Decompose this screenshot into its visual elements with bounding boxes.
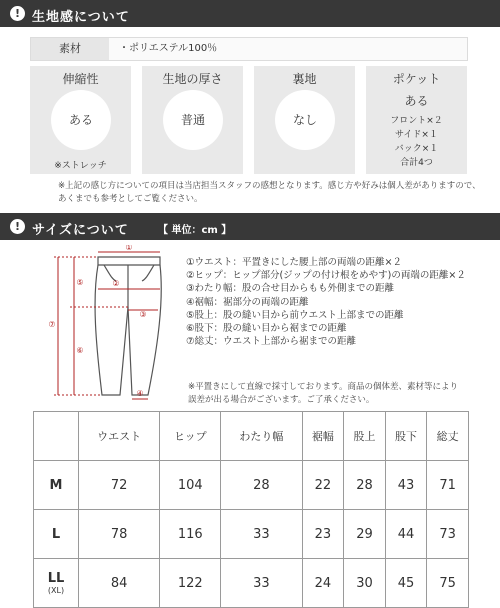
table-cell: 71 (427, 461, 469, 510)
table-cell: 30 (344, 559, 386, 608)
table-cell: 75 (427, 559, 469, 608)
measure-lines (54, 252, 160, 399)
legend-item: ②ヒップ：ヒップ部分(ジップの付け根をめやす)の両端の距離×２ (186, 270, 466, 282)
size-label (34, 461, 79, 510)
table-cell: 29 (344, 510, 386, 559)
stretch-card (30, 66, 131, 174)
table-cell: 22 (302, 461, 344, 510)
table-cell: 73 (427, 510, 469, 559)
label-inseam: ⑥ (76, 346, 84, 355)
table-cell: 44 (385, 510, 427, 559)
material-row (30, 37, 468, 61)
pocket-value: ある (404, 94, 429, 108)
fabric-note (58, 180, 481, 206)
size-sub: (XL) (47, 586, 65, 595)
size-label (34, 510, 79, 559)
table-cell: 104 (160, 461, 221, 510)
note-line: ※平置きにして直線で採寸しております。商品の個体差、素材等により (188, 382, 458, 392)
value-circle (51, 90, 111, 150)
legend-item: ①ウエスト：平置きにした腰上部の両端の距離×２ (186, 257, 402, 268)
table-cell: 78 (79, 510, 160, 559)
card-value: 普通 (180, 113, 205, 127)
table-cell: 24 (302, 559, 344, 608)
table-cell: 72 (79, 461, 160, 510)
label-rise: ⑤ (76, 278, 84, 287)
legend-item: ⑤股上：股の縫い目から前ウエスト上部までの距離 (186, 309, 404, 321)
size-name: LL (47, 571, 65, 586)
size-name: M (49, 477, 63, 493)
table-cell: 84 (79, 559, 160, 608)
table-cell: 23 (302, 510, 344, 559)
label-hem: ④ (136, 389, 144, 398)
table-cell: 116 (160, 510, 221, 559)
note-line: 誤差が出る場合がございます。ご了承ください。 (188, 395, 375, 405)
label-waist: ① (125, 245, 133, 252)
table-cell: 33 (221, 559, 302, 608)
header-cell: 股上 (344, 412, 386, 461)
value-circle (163, 90, 223, 150)
legend-item: ④裾幅：裾部分の両端の距離 (186, 296, 309, 308)
table-cell: 122 (160, 559, 221, 608)
header-cell: 裾幅 (302, 412, 344, 461)
size-table (33, 411, 469, 608)
table-row (34, 510, 469, 559)
pocket-line: フロント×２ (390, 116, 443, 126)
card-title: ポケット (392, 72, 441, 86)
pocket-line: サイド×１ (395, 130, 438, 140)
legend-item: ⑥股下：股の縫い目から裾までの距離 (186, 323, 347, 335)
table-header-row (34, 412, 469, 461)
table-cell: 28 (344, 461, 386, 510)
table-row (34, 461, 469, 510)
section-header-size (0, 213, 500, 240)
pocket-line: バック×１ (394, 144, 439, 154)
card-title: 裏地 (292, 72, 317, 86)
pants-diagram (40, 245, 180, 405)
material-value: ・ポリエステル100％ (119, 43, 218, 54)
header-cell: ウエスト (79, 412, 160, 461)
card-value: ある (68, 113, 93, 127)
material-label: 素材 (31, 38, 109, 60)
measurement-note (188, 381, 458, 407)
legend-item: ③わたり幅：股の合せ目からもも外側までの距離 (186, 283, 395, 295)
exclamation-icon: ! (10, 6, 25, 21)
exclamation-icon: ! (10, 219, 25, 234)
note-line: あくまでも参考としてご覧ください。 (58, 194, 203, 204)
table-row (34, 559, 469, 608)
pocket-card (366, 66, 467, 174)
label-total: ⑦ (48, 320, 56, 329)
card-value: なし (292, 113, 317, 127)
section-header-fabric (0, 0, 500, 27)
pants-outline (95, 257, 161, 395)
card-title: 伸縮性 (62, 72, 99, 86)
size-name: L (51, 526, 61, 542)
card-title: 生地の厚さ (162, 72, 223, 86)
section-title: サイズについて (32, 223, 129, 238)
measurement-legend (186, 256, 466, 348)
header-cell: ヒップ (160, 412, 221, 461)
lining-card (254, 66, 355, 174)
unit-label: 【 単位：cm 】 (158, 225, 232, 236)
table-cell: 33 (221, 510, 302, 559)
size-label (34, 559, 79, 608)
header-cell: 股下 (385, 412, 427, 461)
label-thigh: ③ (139, 310, 147, 319)
header-cell: 総丈 (427, 412, 469, 461)
table-cell: 28 (221, 461, 302, 510)
legend-item: ⑦総丈：ウエスト上部から裾までの距離 (186, 336, 357, 348)
table-cell: 45 (385, 559, 427, 608)
note-line: ※上記の感じ方についての項目は当店担当スタッフの感想となります。感じ方や好みは個人差がありますので、 (58, 181, 481, 191)
label-hip: ② (112, 279, 120, 288)
pocket-line: 合計4つ (400, 158, 433, 168)
table-cell: 43 (385, 461, 427, 510)
thickness-card (142, 66, 243, 174)
card-note: ※ストレッチ (54, 161, 107, 171)
value-circle (275, 90, 335, 150)
header-cell: わたり幅 (221, 412, 302, 461)
corner-cell (34, 412, 79, 461)
section-title: 生地感について (32, 10, 130, 25)
